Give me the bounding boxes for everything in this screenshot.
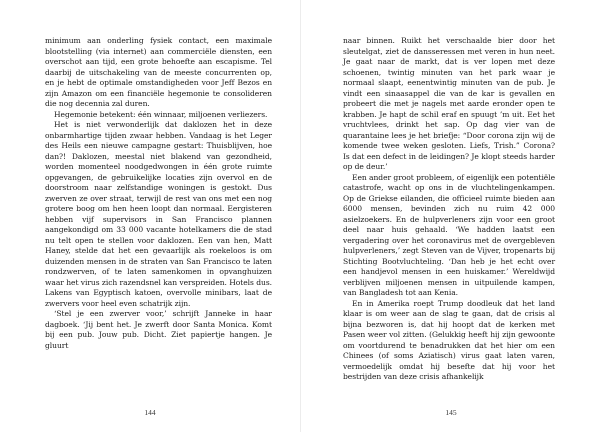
paragraph: minimum aan onderling fysiek contact, een maximale blootstelling (via internet) aan commerciële diensten, een overschot aan tijd, een grote behoefte aan escapisme. Tel daarbij de uitschakeling van de meeste concurrenten op, en je hebt de optimale omstandigheden voor Jeff Bezos en zijn Amazon om een financiële hegemonie te consolideren die nog decennia zal duren.	[45, 36, 272, 108]
left-page-text	[45, 36, 272, 351]
page-number: 145	[445, 408, 457, 417]
right-page-text	[343, 36, 555, 383]
paragraph: Het is niet verwonderlijk dat daklozen het in deze onbarmhartige tijden zwaar hebben. Vandaag is het Leger des Heils een nieuwe campagne gestart: Thuisblijven, hoe dan?! Daklozen, meestal niet blakend van gezondheid, worden momenteel noodgedwongen in één grote ruimte opgevangen, de gebruikelijke locaties zijn overvol en de doorstroom naar zelfstandige woningen is gestokt. Dus zwerven ze over straat, terwijl de rest van ons met een nog grotere boog om hen heen loopt dan normaal. Eergisteren hebben vijf supervisors in San Francisco plannen aangekondigd om 33 000 vacante hotelkamers die de stad nu telt open te stellen voor daklozen. Een van hen, Matt Haney, stelde dat het een gevaarlijk als roekeloos is om duizenden mensen in de straten van San Francisco te laten rondzwerven, of te laten samenkomen in opvanghuizen waar het virus zich razendsnel kan verspreiden. Hotels dus. Lakens van Egyptisch katoen, overvolle minibars, laat de zwervers voor heel even schatrijk zijn.	[45, 120, 272, 308]
paragraph: Hegemonie betekent: één winnaar, miljoenen verliezers.	[54, 109, 268, 119]
right-page	[300, 0, 600, 432]
page-number: 144	[144, 408, 156, 417]
paragraph: ‘Stel je een zwerver voor,’ schrijft Janneke in haar dagboek. ‘Jij bent het. Je zwerft door Santa Monica. Komt bij een pub. Jouw pub. Dicht. Ziet papiertje hangen. Je gluurt	[45, 309, 272, 350]
paragraph: En in Amerika roept Trump doodleuk dat het land klaar is om weer aan de slag te gaan, dat de crisis al bijna bezworen is, dat hij hoopt dat de kerken met Pasen weer vol zitten. (Gelukkig heeft hij zijn gewoonte om voortdurend te benadrukken dat het hier om een Chinees (of soms Aziatisch) virus gaat laten varen, vermoedelijk omdat hij besefte dat hij voor het bestrijden van deze crisis afhankelijk	[343, 298, 555, 381]
paragraph: naar binnen. Ruikt het verschaalde bier door het sleutelgat, ziet de dansseressen met veren in hun neet. Je gaat naar de markt, dat is ver lopen met deze schoenen, twintig minuten van het park waar je normaal slaapt, eenentwintig minuten van de pub. Je vindt een sinaasappel die van de kar is gevallen en probeert die met je nagels met aarde eronder open te krabben. Je hapt de schil eraf en spuugt ’m uit. Eet het vruchtvlees, drinkt het sap. Op dag vier van de quarantaine lees je het briefje: “Door corona zijn wij de komende twee weken gesloten. Liefs, Trish.” Corona? Is dat een defect in de leidingen? Je klopt steeds harder op de deur.’	[343, 36, 555, 171]
paragraph: Een ander groot probleem, of eigenlijk een potentiële catastrofe, wacht op ons in de vluchtelingenkampen. Op de Griekse eilanden, die officieel ruimte bieden aan 6000 mensen, bevinden zich nu ruim 42 000 asielzoekers. En de hulpverleners zijn voor een groot deel naar huis gehaald. ‘We hadden laatst een vergadering over het coronavirus met de overgebleven hulpverleners,’ zegt Steven van de Vijver, tropenarts bij Stichting Bootvluchteling. ‘Dan heb je het echt over een handjevol mensen in een huiskamer.’ Wereldwijd verblijven miljoenen mensen in uitpuilende kampen, van Bangladesh tot aan Kenia.	[343, 172, 555, 297]
